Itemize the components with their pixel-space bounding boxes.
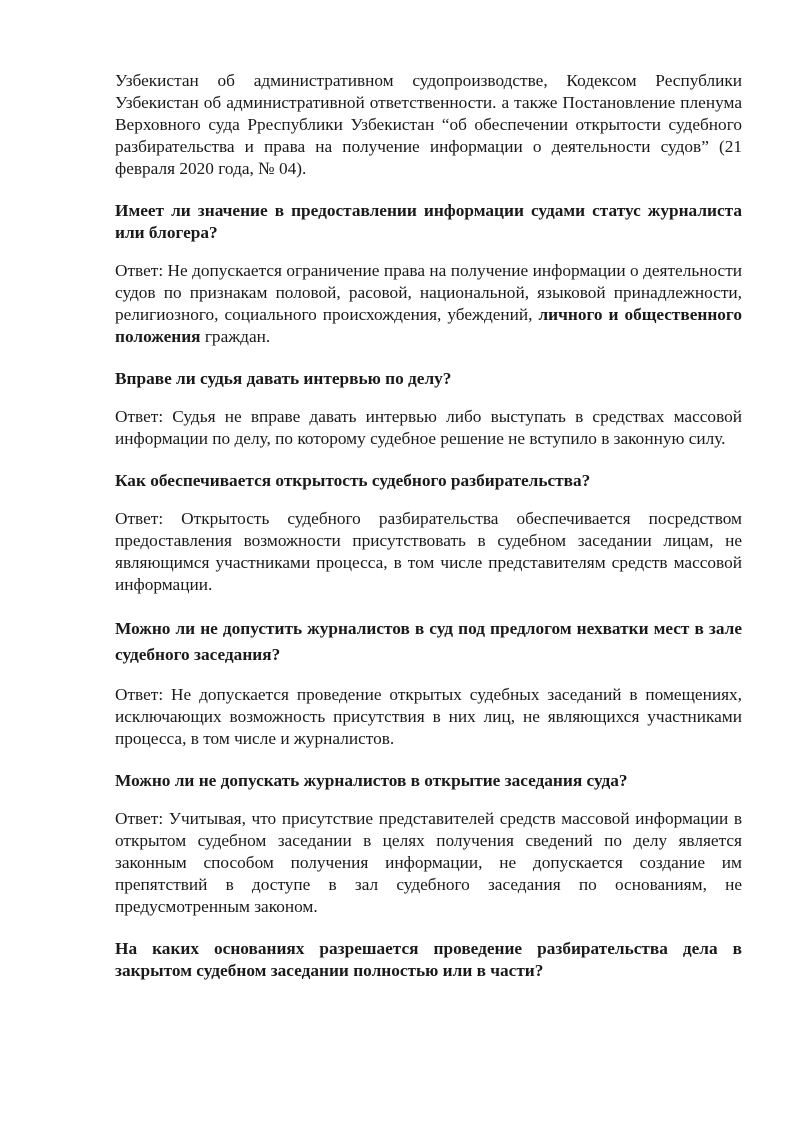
intro-paragraph: Узбекистан об административном судопроизводстве, Кодексом Республики Узбекистан об административной ответственности. а также Постановление пленума Верховного суда Рреспублики Узбекистан “об обеспечении открытости судебного разбирательства и права на получение информации о деятельности судов” (21 февраля 2020 года, № 04). — [115, 71, 742, 178]
answer-2: Ответ: Судья не вправе давать интервью либо выступать в средствах массовой информации по делу, по которому судебное решение не вступило в законную силу. — [115, 407, 742, 448]
question-3: Как обеспечивается открытость судебного разбирательства? — [115, 471, 591, 490]
answer-5: Ответ: Учитывая, что присутствие представителей средств массовой информации в открытом судебном заседании в целях получения сведений по делу является законным способом получения информации, не допускается создание им препятствий в доступе в зал судебного заседания по основаниям, не предусмотренным законом. — [115, 809, 742, 916]
answer-1-text: Ответ: Не допускается ограничение права на получение информации о деятельности судов по признакам половой, расовой, национальной, языковой принадлежности, религиозного, социального происхождения, убеждений, — [115, 261, 742, 324]
answer-1-tail: граждан. — [200, 327, 271, 346]
answer-4: Ответ: Не допускается проведение открытых судебных заседаний в помещениях, исключающих возможность присутствия в них лиц, не являющихся участниками процесса, в том числе и журналистов. — [115, 685, 742, 748]
question-4: Можно ли не допустить журналистов в суд под предлогом нехватки мест в зале судебного заседания? — [115, 619, 742, 664]
answer-1-bold-text: личного и общественного положения — [115, 305, 742, 346]
question-6: На каких основаниях разрешается проведение разбирательства дела в закрытом судебном заседании полностью или в части? — [115, 939, 742, 980]
question-2: Вправе ли судья давать интервью по делу? — [115, 369, 452, 388]
question-1: Имеет ли значение в предоставлении информации судами статус журналиста или блогера? — [115, 201, 742, 242]
document-page — [115, 70, 742, 982]
answer-1 — [115, 260, 742, 348]
answer-3: Ответ: Открытость судебного разбирательства обеспечивается посредством предоставления возможности присутствовать в судебном заседании лицам, не являющимся участниками процесса, в том числе представителям средств массовой информации. — [115, 509, 742, 594]
question-5: Можно ли не допускать журналистов в открытие заседания суда? — [115, 771, 628, 790]
